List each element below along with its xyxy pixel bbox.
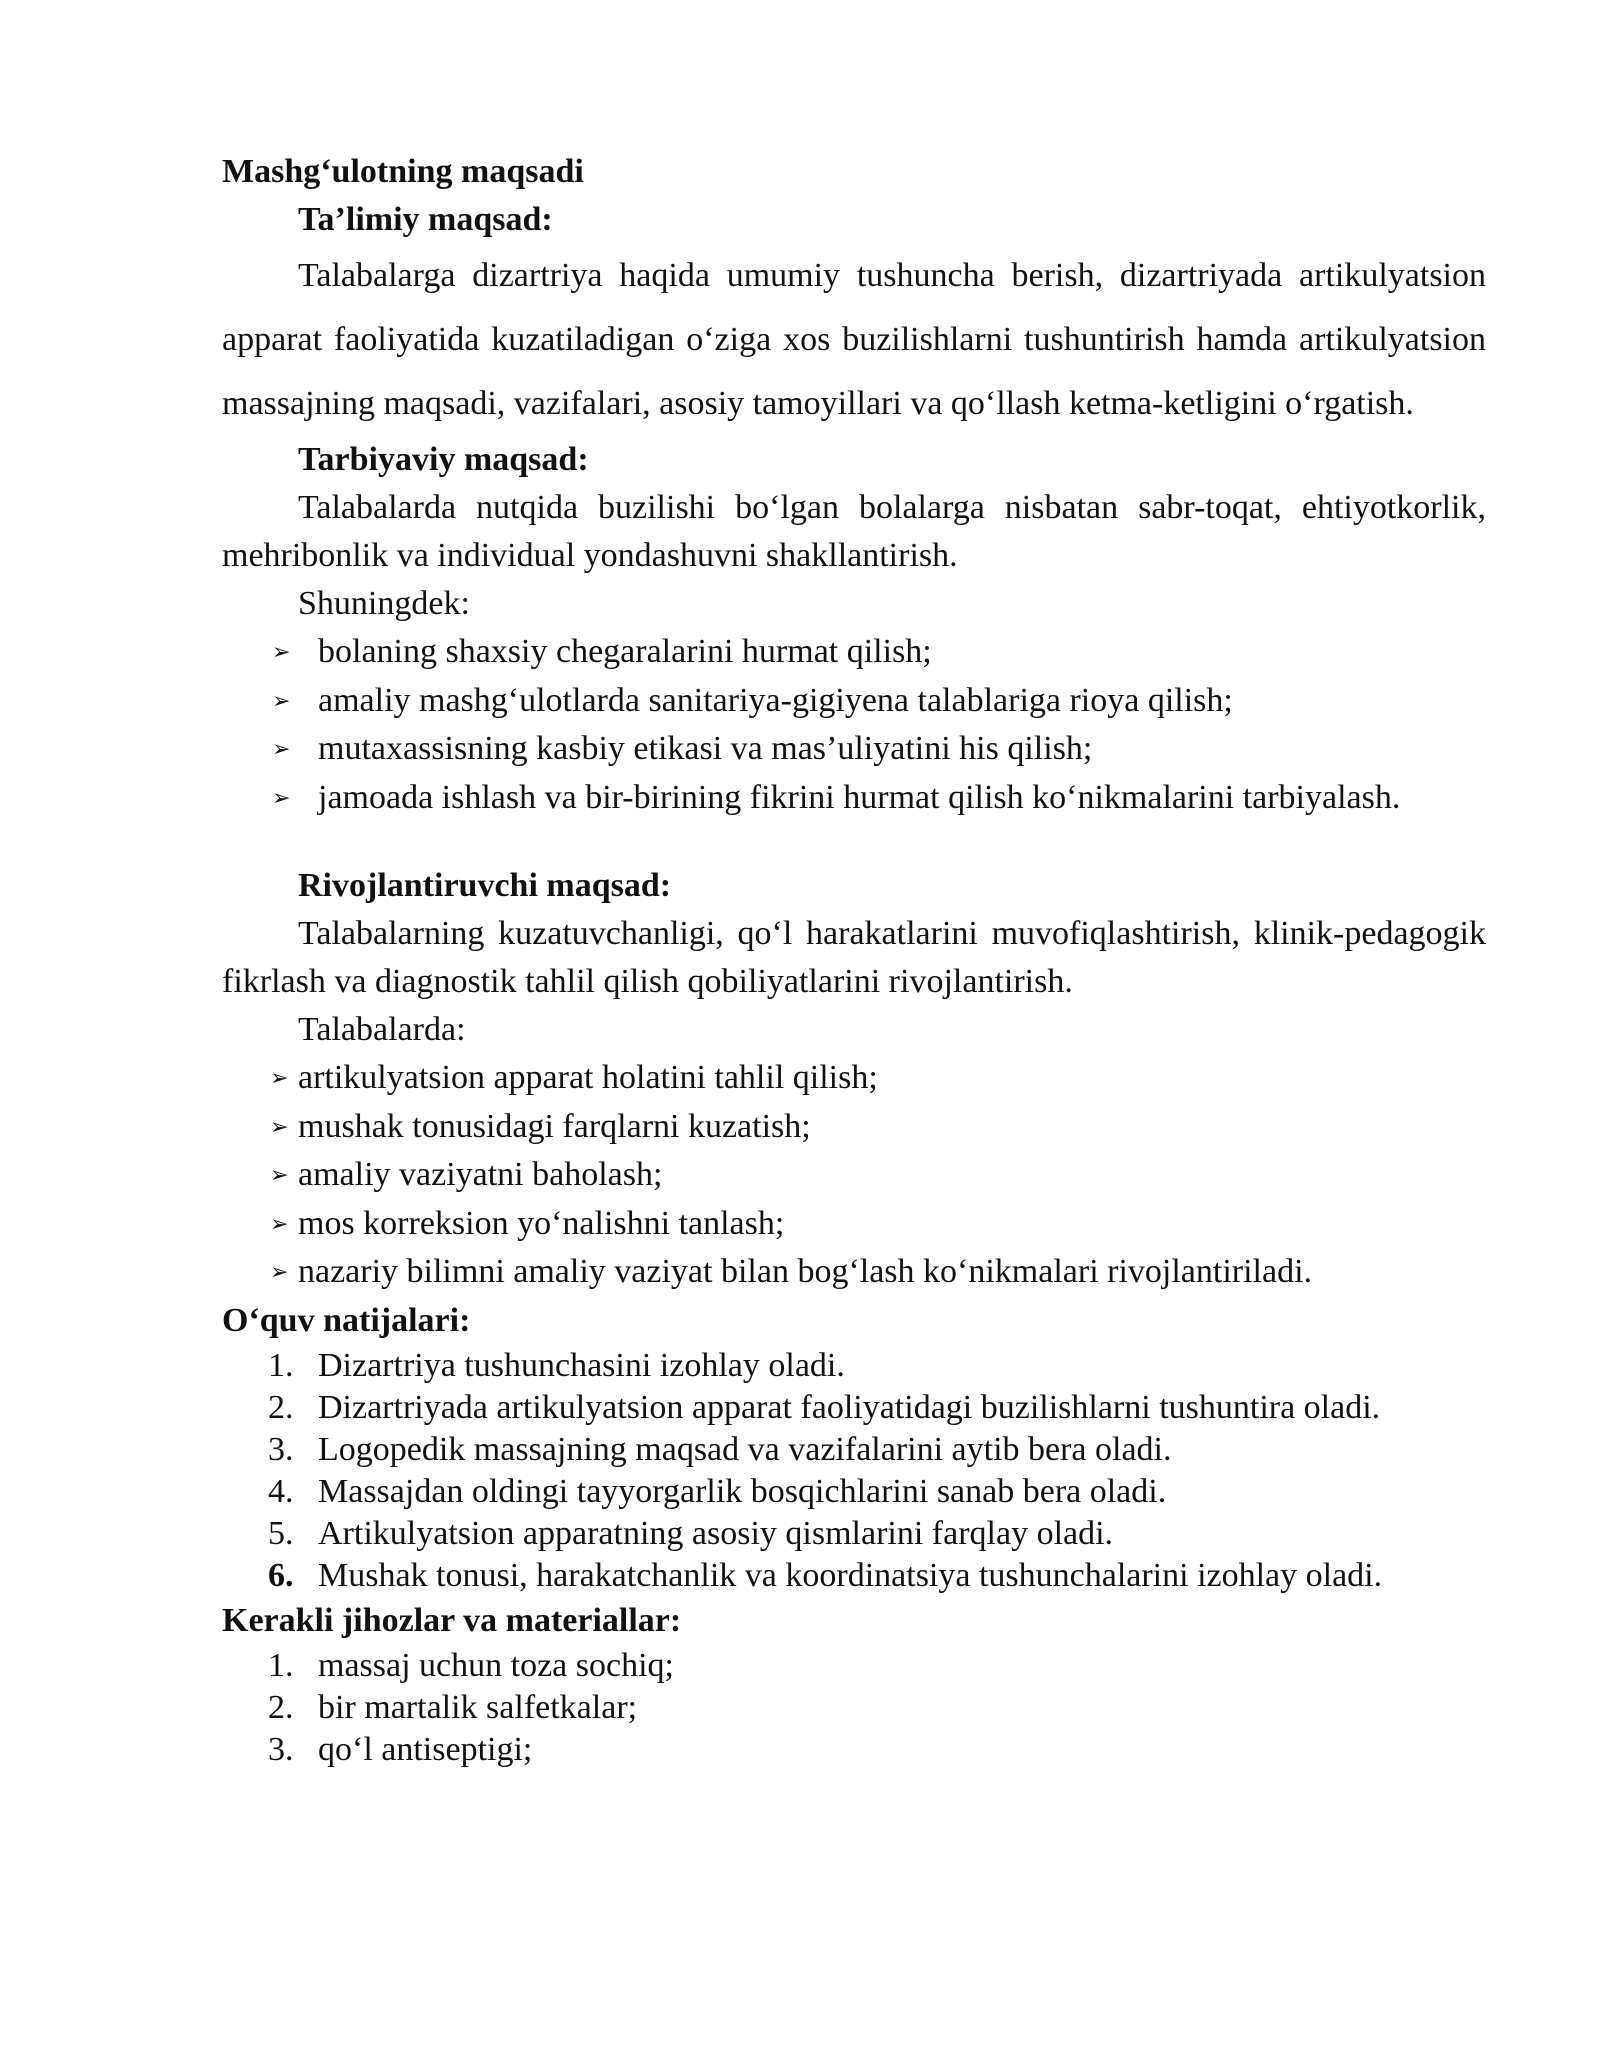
arrow-bullet-icon: ➢	[272, 687, 291, 713]
talimiy-heading: Ta’limiy maqsad:	[298, 201, 553, 238]
tarbiyaviy-intro: Shuningdek:	[298, 585, 470, 622]
list-item: ➢ amaliy mashg‘ulotlarda sanitariya-gigiyena talablariga rioya qilish;	[222, 677, 1486, 726]
arrow-bullet-icon: ➢	[270, 1065, 289, 1090]
rivojlantiruvchi-intro: Talabalarda:	[298, 1011, 466, 1048]
natijalar-heading: O‘quv natijalari:	[222, 1301, 471, 1339]
list-item: 3. Logopedik massajning maqsad va vazifalarini aytib bera oladi.	[268, 1430, 1172, 1468]
rivojlantiruvchi-list	[222, 1054, 1486, 1297]
list-item: 4. Massajdan oldingi tayyorgarlik bosqichlarini sanab bera oladi.	[268, 1472, 1167, 1510]
arrow-bullet-icon: ➢	[270, 1162, 289, 1187]
list-item: 6. Mushak tonusi, harakatchanlik va koordinatsiya tushunchalarini izohlay oladi.	[268, 1556, 1383, 1594]
jihozlar-list	[222, 1645, 1486, 1771]
tarbiyaviy-heading: Tarbiyaviy maqsad:	[298, 441, 589, 478]
list-item: ➢ bolaning shaxsiy chegaralarini hurmat qilish;	[222, 628, 1486, 677]
tarbiyaviy-text: Talabalarda nutqida buzilishi bo‘lgan bolalarga nisbatan sabr-toqat, ehtiyotkorlik, mehribonlik va individual yondashuvni shakllantirish.	[222, 489, 1486, 574]
list-item: ➢ mushak tonusidagi farqlarni kuzatish;	[222, 1103, 1486, 1152]
list-item: ➢ artikulyatsion apparat holatini tahlil qilish;	[222, 1054, 1486, 1103]
natijalar-list	[222, 1345, 1486, 1597]
talimiy-text: Talabalarga dizartriya haqida umumiy tushuncha berish, dizartriyada artikulyatsion apparat faoliyatida kuzatiladigan o‘ziga xos buzilishlarni tushuntirish hamda artikulyatsion massajning maqsadi, vazifalari, asosiy tamoyillari va qo‘llash ketma-ketligini o‘rgatish.	[222, 257, 1486, 422]
list-item: 2. bir martalik salfetkalar;	[268, 1688, 638, 1726]
arrow-bullet-icon: ➢	[270, 1113, 289, 1139]
list-item: ➢ nazariy bilimni amaliy vaziyat bilan bog‘lash ko‘nikmalari rivojlantiriladi.	[222, 1248, 1486, 1297]
list-item: 2. Dizartriyada artikulyatsion apparat faoliyatidagi buzilishlarni tushuntira oladi.	[268, 1388, 1381, 1426]
list-item: ➢ jamoada ishlash va bir-birining fikrini hurmat qilish ko‘nikmalarini tarbiyalash.	[222, 774, 1486, 823]
list-item: ➢ amaliy vaziyatni baholash;	[222, 1151, 1486, 1200]
arrow-bullet-icon: ➢	[272, 639, 291, 664]
list-item: 1. massaj uchun toza sochiq;	[268, 1646, 674, 1684]
arrow-bullet-icon: ➢	[272, 784, 291, 810]
page-title: Mashg‘ulotning maqsadi	[222, 153, 584, 190]
list-item: 1. Dizartriya tushunchasini izohlay oladi.	[268, 1346, 845, 1384]
arrow-bullet-icon: ➢	[272, 736, 291, 761]
tarbiyaviy-list	[222, 628, 1486, 822]
list-item: ➢ mos korreksion yo‘nalishni tanlash;	[222, 1200, 1486, 1249]
arrow-bullet-icon: ➢	[270, 1210, 289, 1236]
rivojlantiruvchi-text: Talabalarning kuzatuvchanligi, qo‘l harakatlarini muvofiqlashtirish, klinik-pedagogik fikrlash va diagnostik tahlil qilish qobiliyatlarini rivojlantirish.	[222, 915, 1486, 1000]
document-content	[222, 148, 1486, 1771]
rivojlantiruvchi-heading: Rivojlantiruvchi maqsad:	[298, 867, 672, 904]
jihozlar-heading: Kerakli jihozlar va materiallar:	[222, 1601, 682, 1639]
arrow-bullet-icon: ➢	[270, 1259, 289, 1284]
list-item: 3. qo‘l antiseptigi;	[268, 1730, 533, 1768]
list-item: ➢ mutaxassisning kasbiy etikasi va mas’uliyatini his qilish;	[222, 725, 1486, 774]
list-item: 5. Artikulyatsion apparatning asosiy qismlarini farqlay oladi.	[268, 1514, 1114, 1552]
spacer	[222, 822, 1486, 862]
